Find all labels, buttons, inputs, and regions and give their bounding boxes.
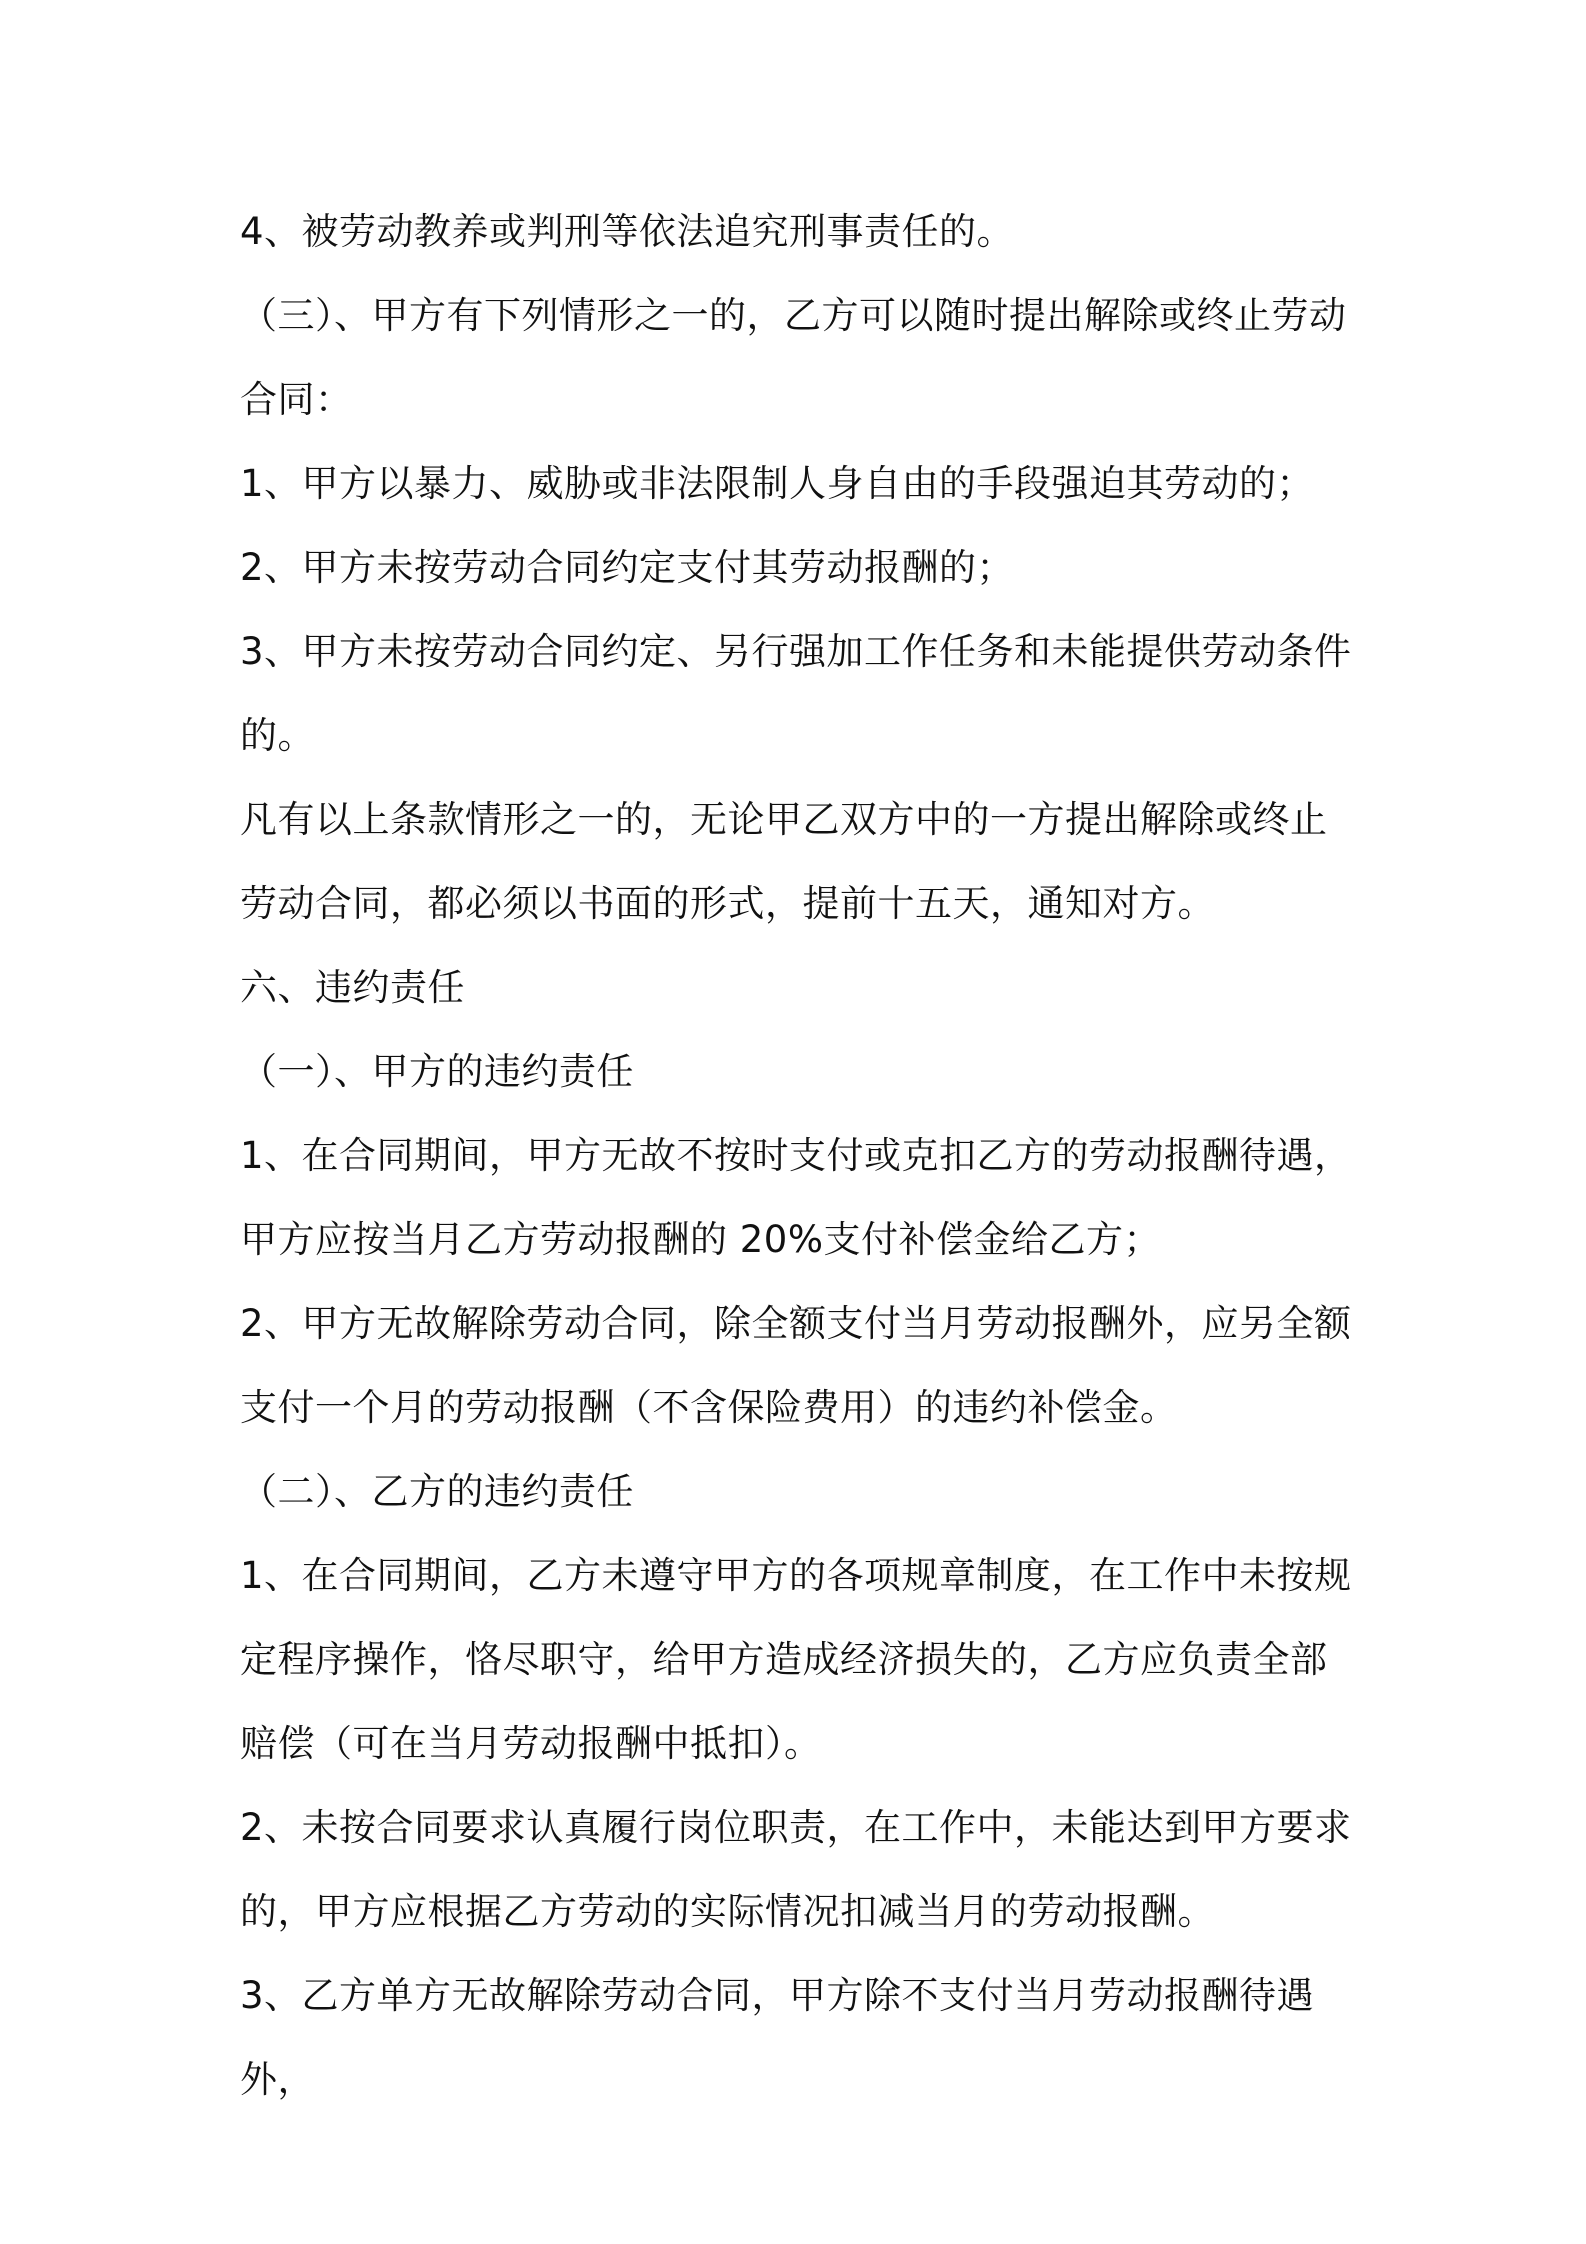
paragraph-party-a-item-2: 2、甲方无故解除劳动合同，除全额支付当月劳动报酬外，应另全额支付一个月的劳动报酬（不含保险费用）的违约补偿金。 <box>240 1302 1352 1429</box>
paragraph-item-4-criminal: 4、被劳动教养或判刑等依法追究刑事责任的。 <box>240 210 1015 253</box>
paragraph-party-b-item-2: 2、未按合同要求认真履行岗位职责，在工作中，未能达到甲方要求的，甲方应根据乙方劳动的实际情况扣减当月的劳动报酬。 <box>240 1806 1352 1933</box>
paragraph-item-1-force: 1、甲方以暴力、威胁或非法限制人身自由的手段强迫其劳动的； <box>240 462 1315 505</box>
paragraph-party-a-item-1: 1、在合同期间，甲方无故不按时支付或克扣乙方的劳动报酬待遇，甲方应按当月乙方劳动报酬的 20%支付补偿金给乙方； <box>240 1134 1352 1261</box>
document-body <box>240 190 1360 2122</box>
paragraph-party-b-item-3: 3、乙方单方无故解除劳动合同，甲方除不支付当月劳动报酬待遇外， <box>240 1974 1315 2101</box>
paragraph-item-3-conditions: 3、甲方未按劳动合同约定、另行强加工作任务和未能提供劳动条件的。 <box>240 630 1352 757</box>
paragraph-item-2-pay: 2、甲方未按劳动合同约定支付其劳动报酬的； <box>240 546 1015 589</box>
subsection-1-heading: （一）、甲方的违约责任 <box>240 1050 634 1093</box>
paragraph-party-b-item-1: 1、在合同期间，乙方未遵守甲方的各项规章制度，在工作中未按规定程序操作，恪尽职守，给甲方造成经济损失的，乙方应负责全部赔偿（可在当月劳动报酬中抵扣）。 <box>240 1554 1352 1765</box>
subsection-2-heading: （二）、乙方的违约责任 <box>240 1470 634 1513</box>
paragraph-notice: 凡有以上条款情形之一的，无论甲乙双方中的一方提出解除或终止劳动合同，都必须以书面的形式，提前十五天，通知对方。 <box>240 798 1328 925</box>
paragraph-section-3-heading: （三）、甲方有下列情形之一的，乙方可以随时提出解除或终止劳动合同： <box>240 294 1347 421</box>
section-6-heading: 六、违约责任 <box>240 966 465 1009</box>
